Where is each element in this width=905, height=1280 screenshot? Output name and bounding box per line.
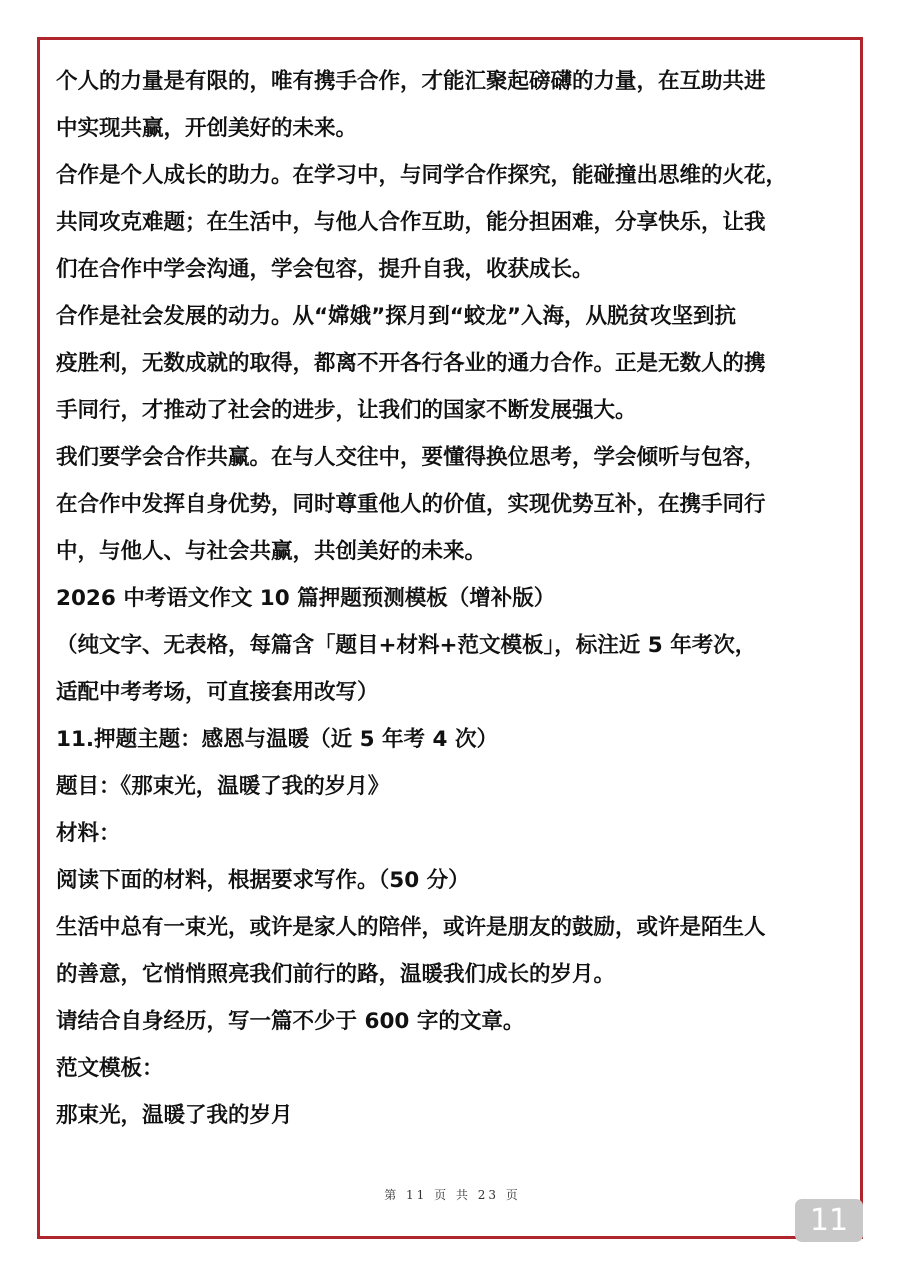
text-line: 手同行，才推动了社会的进步，让我们的国家不断发展强大。 (56, 398, 637, 423)
text-line: 中实现共赢，开创美好的未来。 (56, 116, 358, 141)
text-line: （纯文字、无表格，每篇含「题目+材料+范文模板」，标注近 5 年考次， (56, 633, 757, 658)
page-footer: 第 11 页 共 23 页 (384, 1188, 521, 1202)
text-line: 生活中总有一束光，或许是家人的陪伴，或许是朋友的鼓励，或许是陌生人 (56, 915, 766, 940)
text-line: 合作是个人成长的助力。在学习中，与同学合作探究，能碰撞出思维的火花， (56, 163, 788, 188)
text-line: 疫胜利，无数成就的取得，都离不开各行各业的通力合作。正是无数人的携 (56, 351, 766, 376)
text-line: 合作是社会发展的动力。从“嫦娥”探月到“蛟龙”入海，从脱贫攻坚到抗 (56, 304, 737, 329)
text-line: 中，与他人、与社会共赢，共创美好的未来。 (56, 539, 487, 564)
text-line: 请结合自身经历，写一篇不少于 600 字的文章。 (56, 1009, 525, 1034)
text-line: 我们要学会合作共赢。在与人交往中，要懂得换位思考，学会倾听与包容， (56, 445, 766, 470)
text-line: 们在合作中学会沟通，学会包容，提升自我，收获成长。 (56, 257, 594, 282)
text-line: 的善意，它悄悄照亮我们前行的路，温暖我们成长的岁月。 (56, 962, 616, 987)
text-line: 个人的力量是有限的，唯有携手合作，才能汇聚起磅礴的力量，在互助共进 (56, 69, 766, 94)
text-line: 阅读下面的材料，根据要求写作。（50 分） (56, 868, 470, 893)
essay-title-line: 题目：《那束光，温暖了我的岁月》 (56, 774, 390, 799)
material-label: 材料： (56, 821, 121, 846)
document-body (56, 58, 856, 1139)
page-number-badge: 11 (795, 1199, 863, 1242)
template-label: 范文模板： (56, 1056, 164, 1081)
section-title: 2026 中考语文作文 10 篇押题预测模板（增补版） (56, 586, 556, 611)
topic-heading: 11.押题主题：感恩与温暖（近 5 年考 4 次） (56, 727, 498, 752)
text-line: 共同攻克难题；在生活中，与他人合作互助，能分担困难，分享快乐，让我 (56, 210, 766, 235)
text-line: 适配中考考场，可直接套用改写） (56, 680, 379, 705)
essay-title: 那束光，温暖了我的岁月 (56, 1103, 293, 1128)
text-line: 在合作中发挥自身优势，同时尊重他人的价值，实现优势互补，在携手同行 (56, 492, 766, 517)
